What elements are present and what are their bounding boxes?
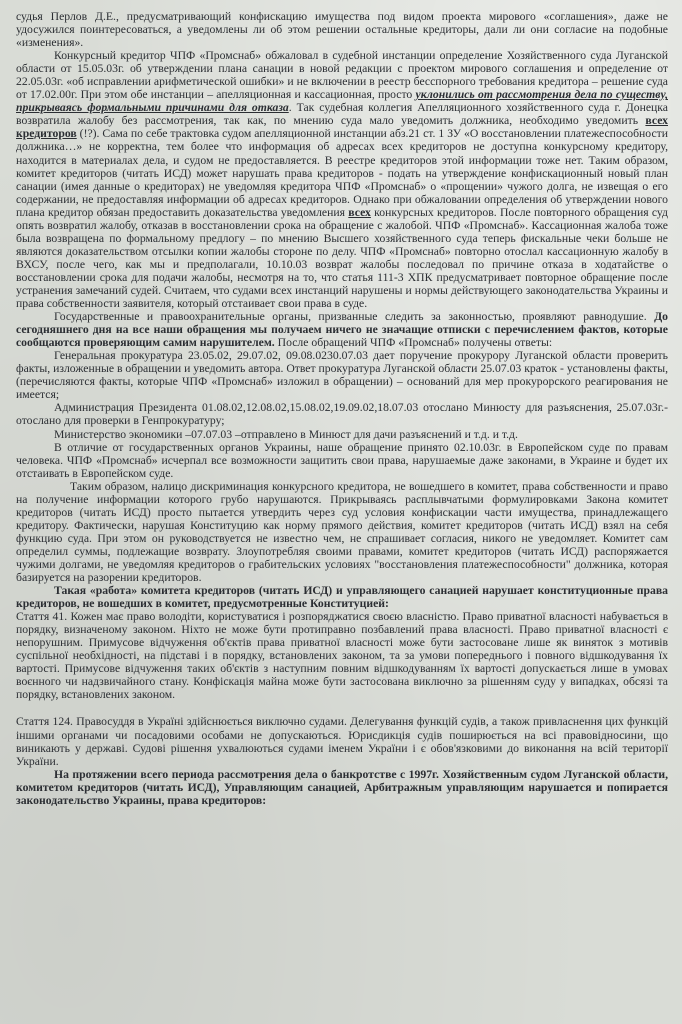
text-run: судья Перлов Д.Е., предусматривающий конфискацию имущества под видом проекта мирового «соглашения», даже не удосужился поинтересоваться, а уведомлены ли об этом решении остальные кредиторы, дали ли они согласие на подобные «изменения». xyxy=(16,10,668,50)
text-run: Стаття 124. Правосуддя в Україні здійснюється виключно судами. Делегування функцій судів, а також привласнення цих функцій іншими органами чи посадовими особами не допускаються. Юрисдикція судів поширюється на всі правовідносини, що виникають у державі. Судові рішення ухвалюються судами іменем України і є обов'язковими до виконання на всій території України. xyxy=(16,715,668,768)
paragraph-constitutional-rights xyxy=(16,584,668,610)
paragraph-appeal-history xyxy=(16,49,668,310)
text-run: . Так судебная коллегия Апелляционного хозяйственного суда г. Донецка возвратила жалобу без рассмотрения, так как, по мнению суда мало уведомить должника, необходимо уведомить xyxy=(16,101,668,128)
emphasis-text: уклонились от рассмотрения дела по существу, прикрываясь формальными причинами для отказа xyxy=(16,88,668,115)
text-run: Администрация Президента 01.08.02,12.08.02,15.08.02,19.09.02,18.07.03 отослано Минюсту для разъяснения, 25.07.03г.- отослано для проверки в Генпрокуратуру; xyxy=(16,401,668,428)
paragraph-conclusion xyxy=(16,768,668,807)
text-run: Генеральная прокуратура 23.05.02, 29.07.02, 09.08.0230.07.03 дает поручение прокурору Луганской области проверить факты, изложенные в обращении и уведомить автора. Ответ прокуратура Луганской области 25.07.03 краток - установлены факты, (перечисляются факты, которые ЧПФ «Промснаб» изложил в обращении) – оснований для мер прокурорского реагирования не имеется; xyxy=(16,349,668,402)
paragraph-state-bodies xyxy=(16,310,668,349)
paragraph-european-court xyxy=(16,441,668,480)
emphasis-text: На протяжении всего периода рассмотрения дела о банкротстве с 1997г. Хозяйственным судом Луганской области, комитетом кредиторов (читать ИСД), Управляющим санацией, Арбитражным управляющим нарушается и попирается законодательство Украины, права кредиторов: xyxy=(16,767,668,807)
text-run: Министерство экономики –07.07.03 –отправлено в Минюст для дачи разъяснений и т.д. и т.д. xyxy=(54,427,518,441)
text-run: Стаття 41. Кожен має право володіти, користуватися і розпоряджатися своєю власністю. Право приватної власності набувається в порядку, визначеному законом. Ніхто не може бути протиправно позбавлений права власності. Право приватної власності є непорушним. Примусове відчуження об'єктів права приватної власності може бути застосоване лише як виняток з мотивів суспільної необхідності, на підставі і в порядку, встановлених законом, та за умови попереднього і повного відшкодування їх вартості. Примусове відчуження таких об'єктів з наступним повним відшкодуванням їх вартості допускається лише в умовах воєнного чи надзвичайного стану. Конфіскація майна може бути застосована виключно за рішенням суду у випадках, обсязі та порядку, встановлених законом. xyxy=(16,610,668,702)
text-run: (!?). Сама по себе трактовка судом апелляционной инстанции абз.21 ст. 1 ЗУ «О восстановлении платежеспособности должника…» не корректна, тем более что информация об адресах всех кредиторов не доступна конкурсному кредитору, находится в материалах дела, и судом не предоставляется. В реестре кредиторов этой информации тоже нет. Таким образом, комитет кредиторов (читать ИСД) может нарушать права кредиторов - подать на утверждение конфискационный новый план санации (имея данные о кредиторах) не уведомляя кредитора ЧПФ «Промснаб» о «прощении» чужого долга, не извещая о его содержании, не предоставляя информации об адресах кредиторов. Однако при обжаловании определения об утверждении нового плана кредитор обязан предоставить доказательства уведомления xyxy=(16,127,668,219)
paragraph-intro xyxy=(16,10,668,49)
paragraph-prosecutor-reply xyxy=(16,349,668,401)
text-run: Таким образом, налицо дискриминация конкурсного кредитора, не вошедшего в комитет, права собственности и право на получение информации которого грубо нарушаются. Прикрываясь расплывчатыми формулировками Закона комитет кредиторов (читать ИСД) просто пытается утвердить через суд условия конфискации части имущества, принадлежащего кредитору. Фактически, нарушая Конституцию как норму прямого действия, комитет кредиторов (читать ИСД) взял на себя функцию суда. При этом он руководствуется не известно чем, не спрашивает согласия, никого не уведомляет. Комитет сам определил суммы, подлежащие возврату. Злоупотребляя своими правами, комитет кредиторов (читать ИСД) распоряжается чужими долгами, не уведомляя кредиторов о грабительских условиях "восстановления платежеспособности" должника, которая базируется на разорении кредиторов. xyxy=(16,479,668,585)
text-run: Государственные и правоохранительные органы, призванные следить за законностью, проявляют равнодушие. xyxy=(54,310,655,324)
paragraph-ministry-economy xyxy=(16,428,668,441)
paragraph-article-124 xyxy=(16,715,668,767)
paragraph-president-admin xyxy=(16,401,668,427)
emphasis-text: До сегодняшнего дня на все наши обращения мы получаем ничего не значащие отписки с перечислением фактов, которые сообщаются проверяющим самим нарушителем. xyxy=(16,310,668,350)
text-run: После обращений ЧПФ «Промснаб» получены ответы: xyxy=(274,336,553,350)
paragraph-discrimination xyxy=(16,480,668,584)
text-run: Конкурсный кредитор ЧПФ «Промснаб» обжаловал в судебной инстанции определение Хозяйственного суда Луганской области от 15.05.03г. об утверждении плана санации в новой редакции с проектом мирового соглашения и определение от 22.05.03г. «об исправлении арифметической ошибки» и не включении в реестр бесспорного требования кредитора – решение суда от 17.02.00г. При этом обе инстанции – апелляционная и кассационная, просто xyxy=(16,49,668,102)
emphasis-text: всех xyxy=(348,205,371,219)
text-run: конкурсных кредиторов. После повторного обращения суд опять возвратил жалобу, отказав в восстановлении срока на обращение с жалобой. ЧПФ «Промснаб». Кассационная жалоба тоже была возвращена по формальному предлогу – по мнению Высшего хозяйственного суда теперь фискальные чеки больше не являются доказательством отсылки копии жалобы стороне по делу. ЧПФ «Промснаб» повторно отослал кассационную жалобу в ВХСУ, после чего, как мы и предполагали, 10.10.03 возврат жалобы последовал по причине отказа в ходатайстве о восстановлении срока для подачи жалобы, несмотря на то, что статья 111-3 ХПК предусматривает повторное обращение после устранения замечаний судей. Считаем, что судами всех инстанций нарушены и нормы действующего законодательства Украины и права собственности заявителя, который отстаивает свои права в суде. xyxy=(16,205,668,311)
spacer xyxy=(16,701,668,715)
text-run: В отличие от государственных органов Украины, наше обращение принято 02.10.03г. в Европейском суде по правам человека. ЧПФ «Промснаб» исчерпал все возможности защитить свои права, нарушаемые даже законами, в Украине и будет их отстаивать в Европейском суде. xyxy=(16,440,668,480)
emphasis-text: всех кредиторов xyxy=(16,114,668,141)
emphasis-text: Такая «работа» комитета кредиторов (читать ИСД) и управляющего санацией нарушает конституционные права кредиторов, не вошедших в комитет, предусмотренные Конституцией: xyxy=(16,584,668,611)
paragraph-article-41 xyxy=(16,610,668,701)
